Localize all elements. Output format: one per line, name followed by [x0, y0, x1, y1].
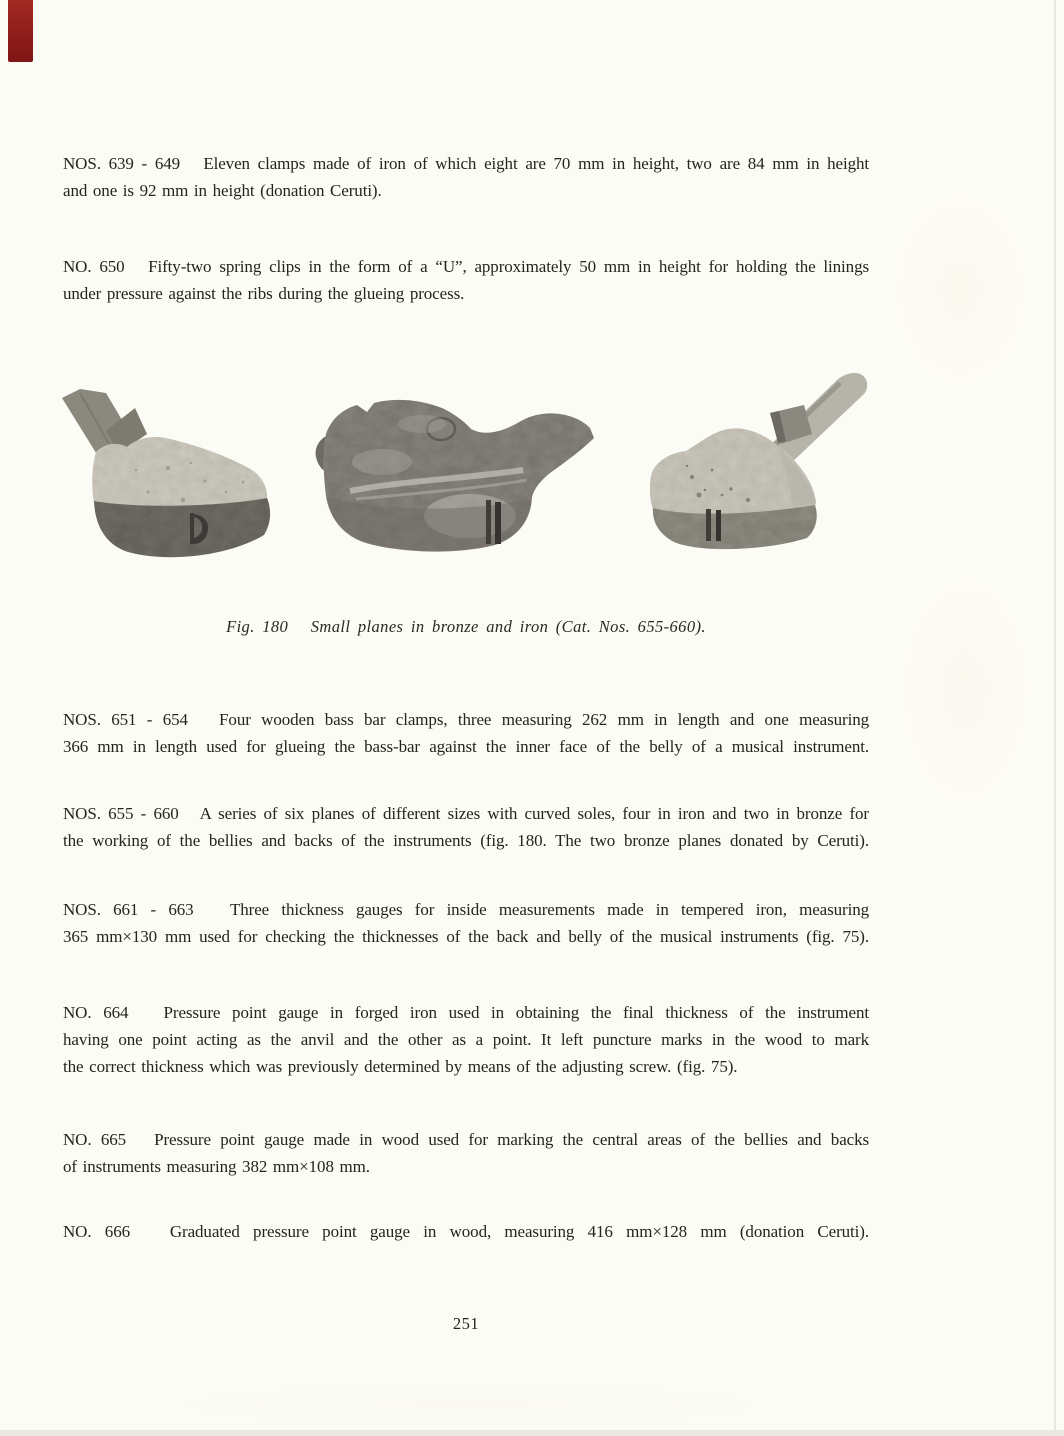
entry-line: NO. 665 Pressure point gauge made in wood used for marking the central areas of the bellies and backs — [63, 1130, 869, 1149]
entry-line: 365 mm×130 mm used for checking the thicknesses of the back and belly of the musical instruments (fig. 75). — [63, 927, 869, 946]
entry-line: NOS. 661 - 663 Three thickness gauges for inside measurements made in tempered iron, measuring — [63, 900, 869, 919]
figure-caption: Fig. 180 Small planes in bronze and iron (Cat. Nos. 655-660). — [226, 617, 706, 636]
entry-nos-661-663 — [63, 896, 869, 950]
entry-line: having one point acting as the anvil and the other as a point. It left puncture marks in the wood to mark — [63, 1030, 869, 1049]
entry-line: the working of the bellies and backs of the instruments (fig. 180. The two bronze planes donated by Ceruti). — [63, 831, 869, 850]
scan-edge-bottom — [0, 1430, 1064, 1436]
entry-no-664 — [63, 999, 869, 1080]
entry-nos-639-649 — [63, 150, 869, 204]
entry-line: NOS. 639 - 649 Eleven clamps made of iron of which eight are 70 mm in height, two are 84 mm in height — [63, 154, 869, 173]
plane-body — [92, 437, 267, 507]
entry-line: NO. 664 Pressure point gauge in forged iron used in obtaining the final thickness of the instrument — [63, 1003, 869, 1022]
entry-line: the correct thickness which was previously determined by means of the adjusting screw. (fig. 75). — [63, 1057, 738, 1076]
entry-line: NO. 650 Fifty-two spring clips in the form of a “U”, approximately 50 mm in height for holding the linings — [63, 257, 869, 276]
entry-line: 366 mm in length used for glueing the bass-bar against the inner face of the belly of a musical instrument. — [63, 737, 869, 756]
entry-no-650 — [63, 253, 869, 307]
scan-blotch — [120, 1380, 820, 1430]
figure-180-photo — [40, 368, 890, 583]
red-binding-mark — [8, 0, 33, 62]
entry-line: of instruments measuring 382 mm×108 mm. — [63, 1157, 370, 1176]
entry-line: NOS. 655 - 660 A series of six planes of different sizes with curved soles, four in iron and two in bronze for — [63, 804, 869, 823]
entry-no-665 — [63, 1126, 869, 1180]
entry-nos-655-660 — [63, 800, 869, 854]
scan-blotch — [880, 180, 1040, 400]
scan-edge-right — [1054, 0, 1056, 1436]
entry-line: and one is 92 mm in height (donation Ceruti). — [63, 181, 382, 200]
entry-no-666 — [63, 1218, 869, 1245]
plane-photo-left — [62, 389, 270, 557]
scan-blotch — [890, 560, 1040, 820]
entry-nos-651-654 — [63, 706, 869, 760]
entry-line: NOS. 651 - 654 Four wooden bass bar clamps, three measuring 262 mm in length and one measuring — [63, 710, 869, 729]
entry-line: under pressure against the ribs during the glueing process. — [63, 284, 465, 303]
plane-sole — [94, 498, 270, 557]
entry-line: NO. 666 Graduated pressure point gauge in wood, measuring 416 mm×128 mm (donation Ceruti). — [63, 1222, 869, 1241]
page-number: 251 — [452, 1314, 480, 1333]
plane-photo-center — [316, 400, 594, 552]
plane-photo-right — [650, 373, 867, 549]
